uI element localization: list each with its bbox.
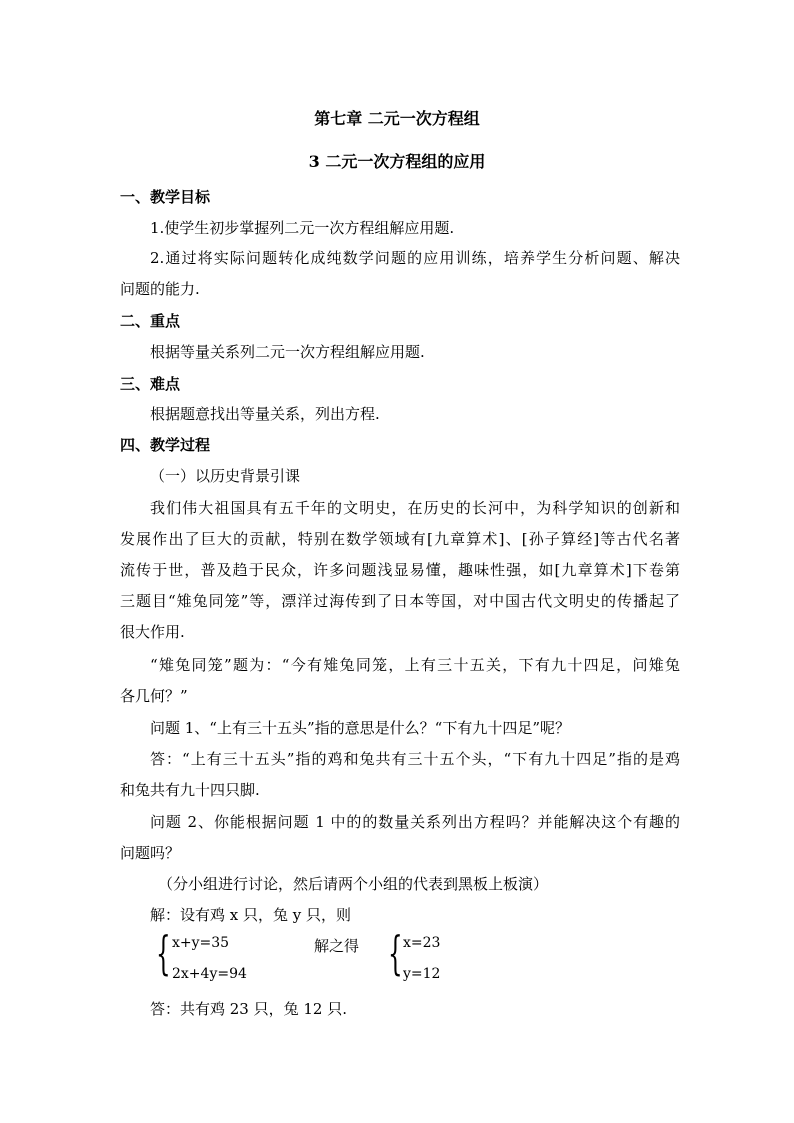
equation-2: 2x+4y=94 — [172, 966, 247, 982]
final-answer: 答：共有鸡 23 只，兔 12 只. — [150, 1000, 348, 1018]
answer-1-line-2: 和兔共有九十四只脚. — [120, 781, 260, 799]
key-point-text: 根据等量关系列二元一次方程组解应用题. — [150, 343, 425, 361]
heading-difficulty: 三、难点 — [120, 375, 181, 393]
heading-key-point: 二、重点 — [120, 312, 181, 330]
history-line-2: 发展作出了巨大的贡献，特别在数学领域有[九章算术]、[孙子算经]等古代名著 — [120, 530, 680, 548]
result-x: x=23 — [403, 935, 441, 951]
problem-line-2: 各几何？” — [120, 687, 188, 705]
section-title: 3 二元一次方程组的应用 — [308, 152, 486, 171]
group-note: （分小组进行讨论，然后请两个小组的代表到黑板上板演） — [158, 875, 549, 893]
history-line-4: 三题目“雉兔同笼”等，漂洋过海传到了日本等国，对中国古代文明史的传播起了 — [120, 592, 680, 610]
objective-1: 1.使学生初步掌握列二元一次方程组解应用题. — [150, 219, 455, 237]
result-y: y=12 — [403, 966, 441, 982]
left-brace-icon: { — [156, 926, 171, 980]
heading-objectives: 一、教学目标 — [120, 188, 211, 206]
heading-process: 四、教学过程 — [120, 436, 211, 454]
history-line-5: 很大作用. — [120, 623, 185, 641]
right-brace-icon: { — [388, 926, 403, 980]
solve-label: 解之得 — [314, 937, 360, 955]
question-2-line-1: 问题 2、你能根据问题 1 中的的数量关系列出方程吗？并能解决这个有趣的 — [150, 813, 680, 831]
question-1: 问题 1、“上有三十五头”指的意思是什么？“下有九十四足”呢？ — [150, 719, 570, 737]
answer-1-line-1: 答：“上有三十五头”指的鸡和兔共有三十五个头，“下有九十四足”指的是鸡 — [150, 750, 680, 768]
history-line-3: 流传于世，普及趋于民众，许多问题浅显易懂，趣味性强，如[九章算术]下卷第 — [120, 561, 680, 579]
objective-2-line-2: 问题的能力. — [120, 280, 200, 298]
objective-2-line-1: 2.通过将实际问题转化成纯数学问题的应用训练，培养学生分析问题、解决 — [150, 249, 680, 267]
equation-1: x+y=35 — [172, 935, 230, 951]
history-line-1: 我们伟大祖国具有五千年的文明史，在历史的长河中，为科学知识的创新和 — [150, 499, 680, 517]
question-2-line-2: 问题吗？ — [120, 844, 181, 862]
problem-line-1: “雉兔同笼”题为：“今有雉兔同笼，上有三十五关，下有九十四足，问雉兔 — [150, 656, 680, 674]
chapter-title: 第七章 二元一次方程组 — [314, 109, 480, 128]
solution-intro: 解：设有鸡 x 只，兔 y 只，则 — [150, 906, 352, 924]
difficulty-text: 根据题意找出等量关系，列出方程. — [150, 405, 380, 423]
subheading-history: （一）以历史背景引课 — [150, 467, 301, 485]
